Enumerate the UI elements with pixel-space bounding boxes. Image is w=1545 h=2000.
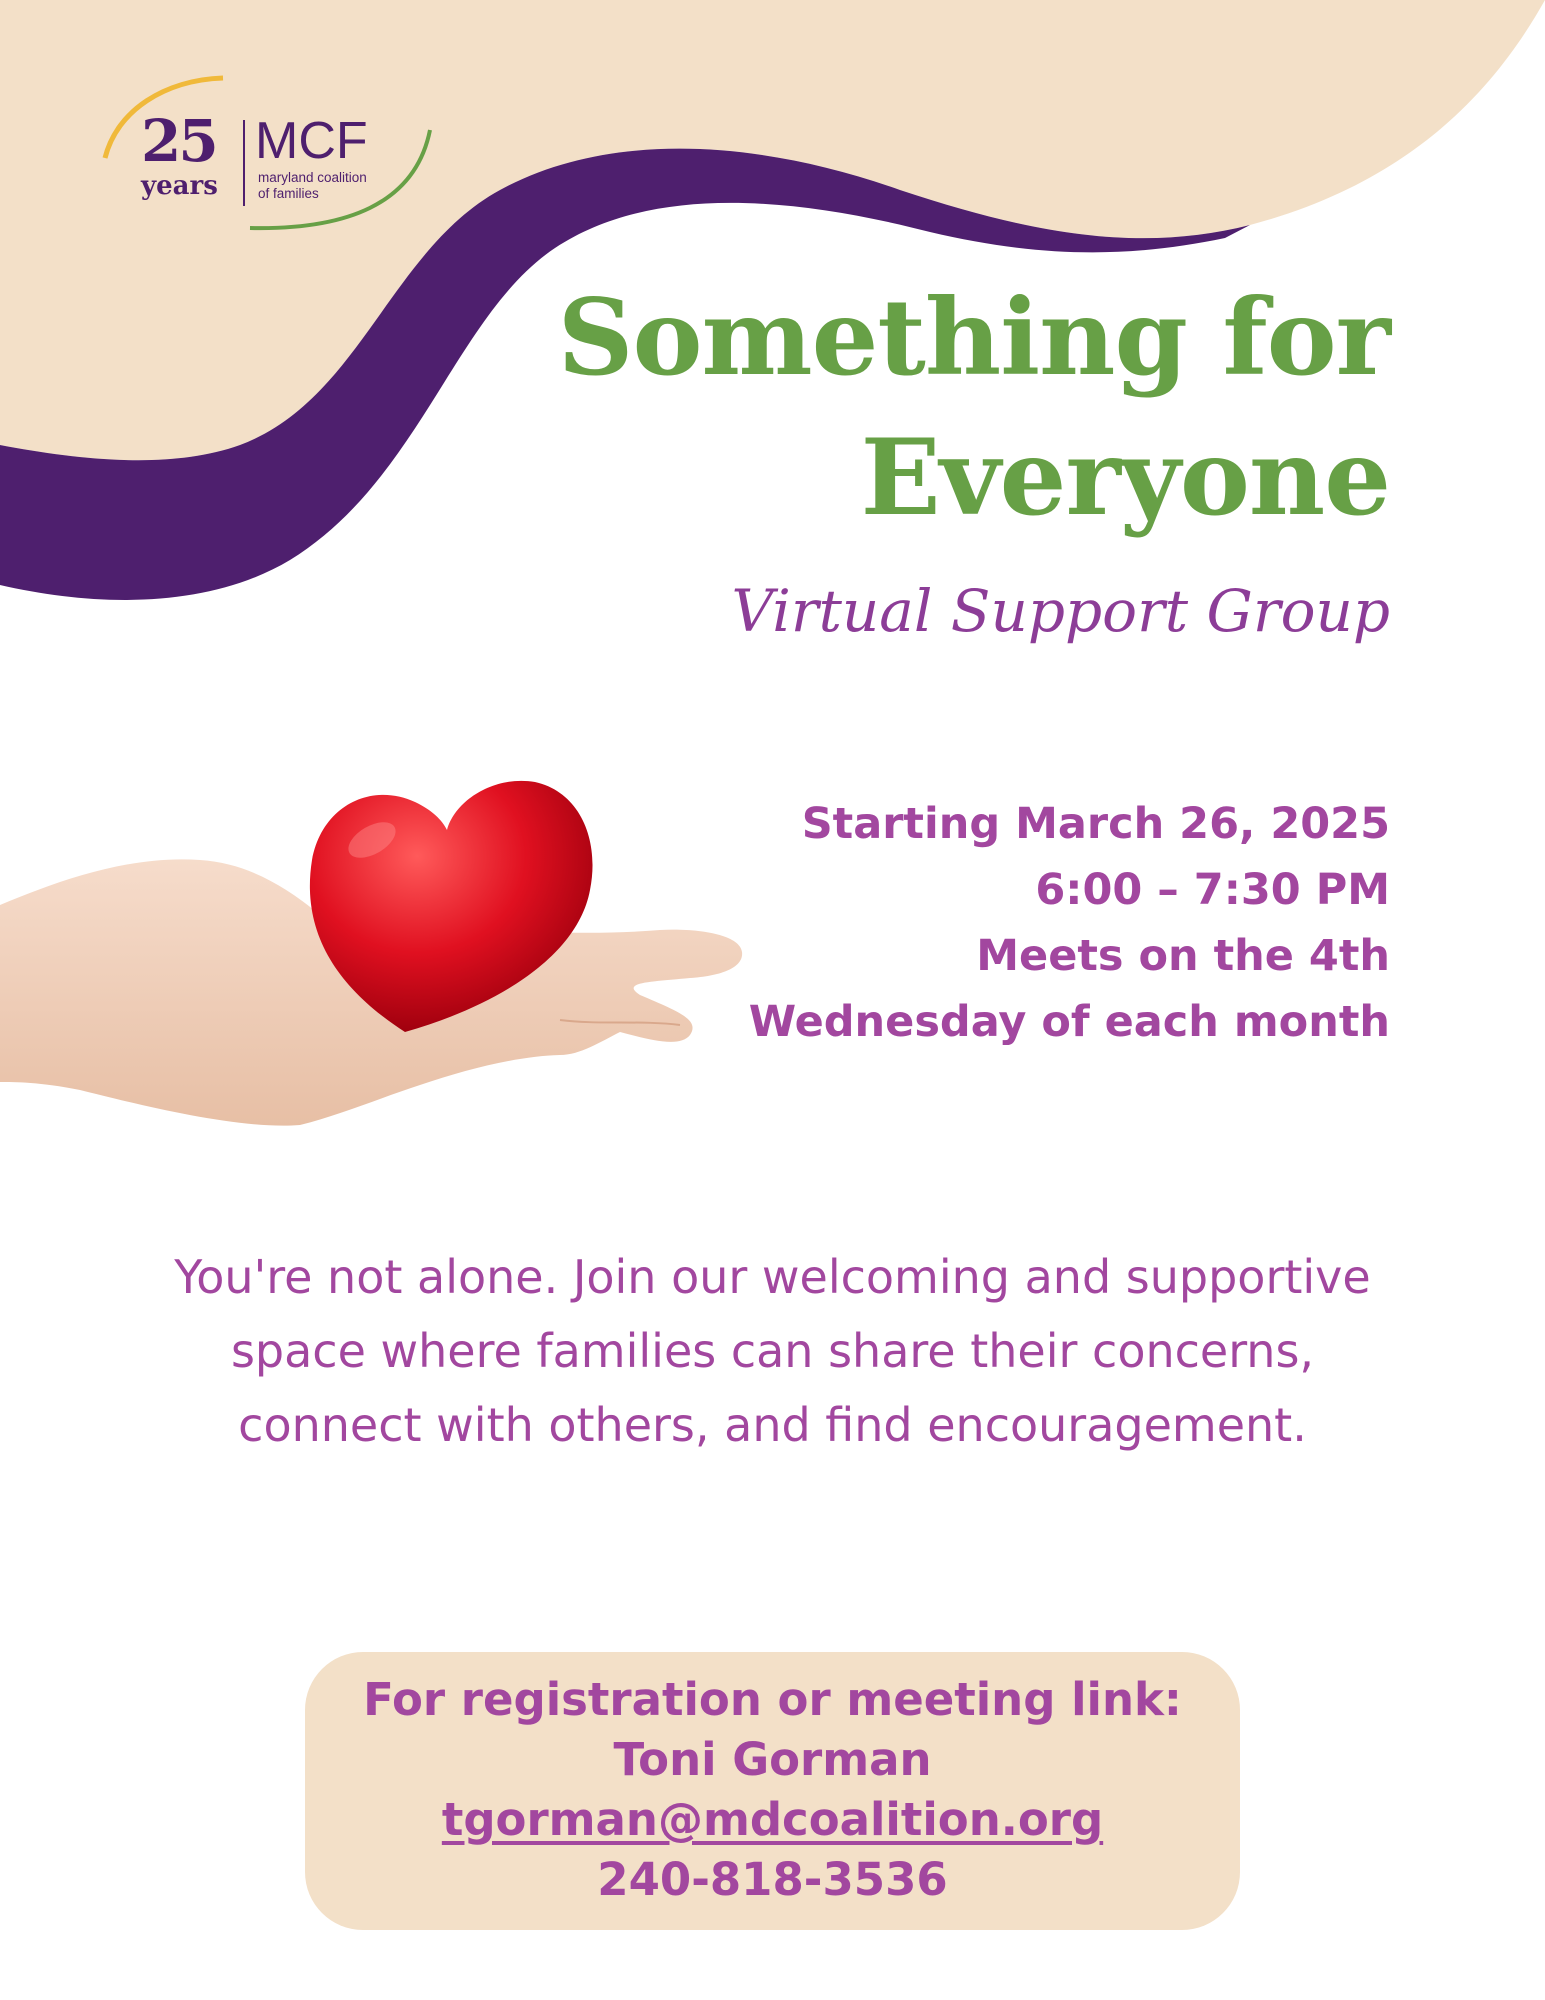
logo-org-name [258, 170, 398, 202]
event-start-date: Starting March 26, 2025 [801, 799, 1390, 849]
event-schedule-line2: Wednesday of each month [748, 997, 1390, 1047]
event-schedule-line1: Meets on the 4th [976, 931, 1390, 981]
logo-years: years [141, 171, 218, 201]
logo-org-name-line1: maryland coalition [258, 170, 367, 185]
contact-phone: 240-818-3536 [597, 1853, 948, 1906]
mcf-logo [95, 70, 445, 240]
contact-box [305, 1652, 1240, 1930]
logo-25: 25 [141, 107, 216, 175]
contact-email-link[interactable]: tgorman@mdcoalition.org [441, 1793, 1104, 1846]
page-title-line1: Something for [557, 275, 1390, 399]
subtitle: Virtual Support Group [731, 577, 1390, 645]
event-time: 6:00 – 7:30 PM [1035, 865, 1390, 915]
logo-org-name-line2: of families [258, 186, 319, 201]
contact-name: Toni Gorman [613, 1733, 932, 1786]
logo-mcf: MCF [255, 112, 368, 170]
hand-holding-heart-image [0, 720, 760, 1140]
description-paragraph: You're not alone. Join our welcoming and supportive space where families can share their concerns, connect with others, and find encouragement. [174, 1250, 1371, 1452]
logo-divider [243, 120, 245, 206]
contact-heading: For registration or meeting link: [363, 1673, 1182, 1726]
page-title-line2: Everyone [860, 415, 1390, 539]
